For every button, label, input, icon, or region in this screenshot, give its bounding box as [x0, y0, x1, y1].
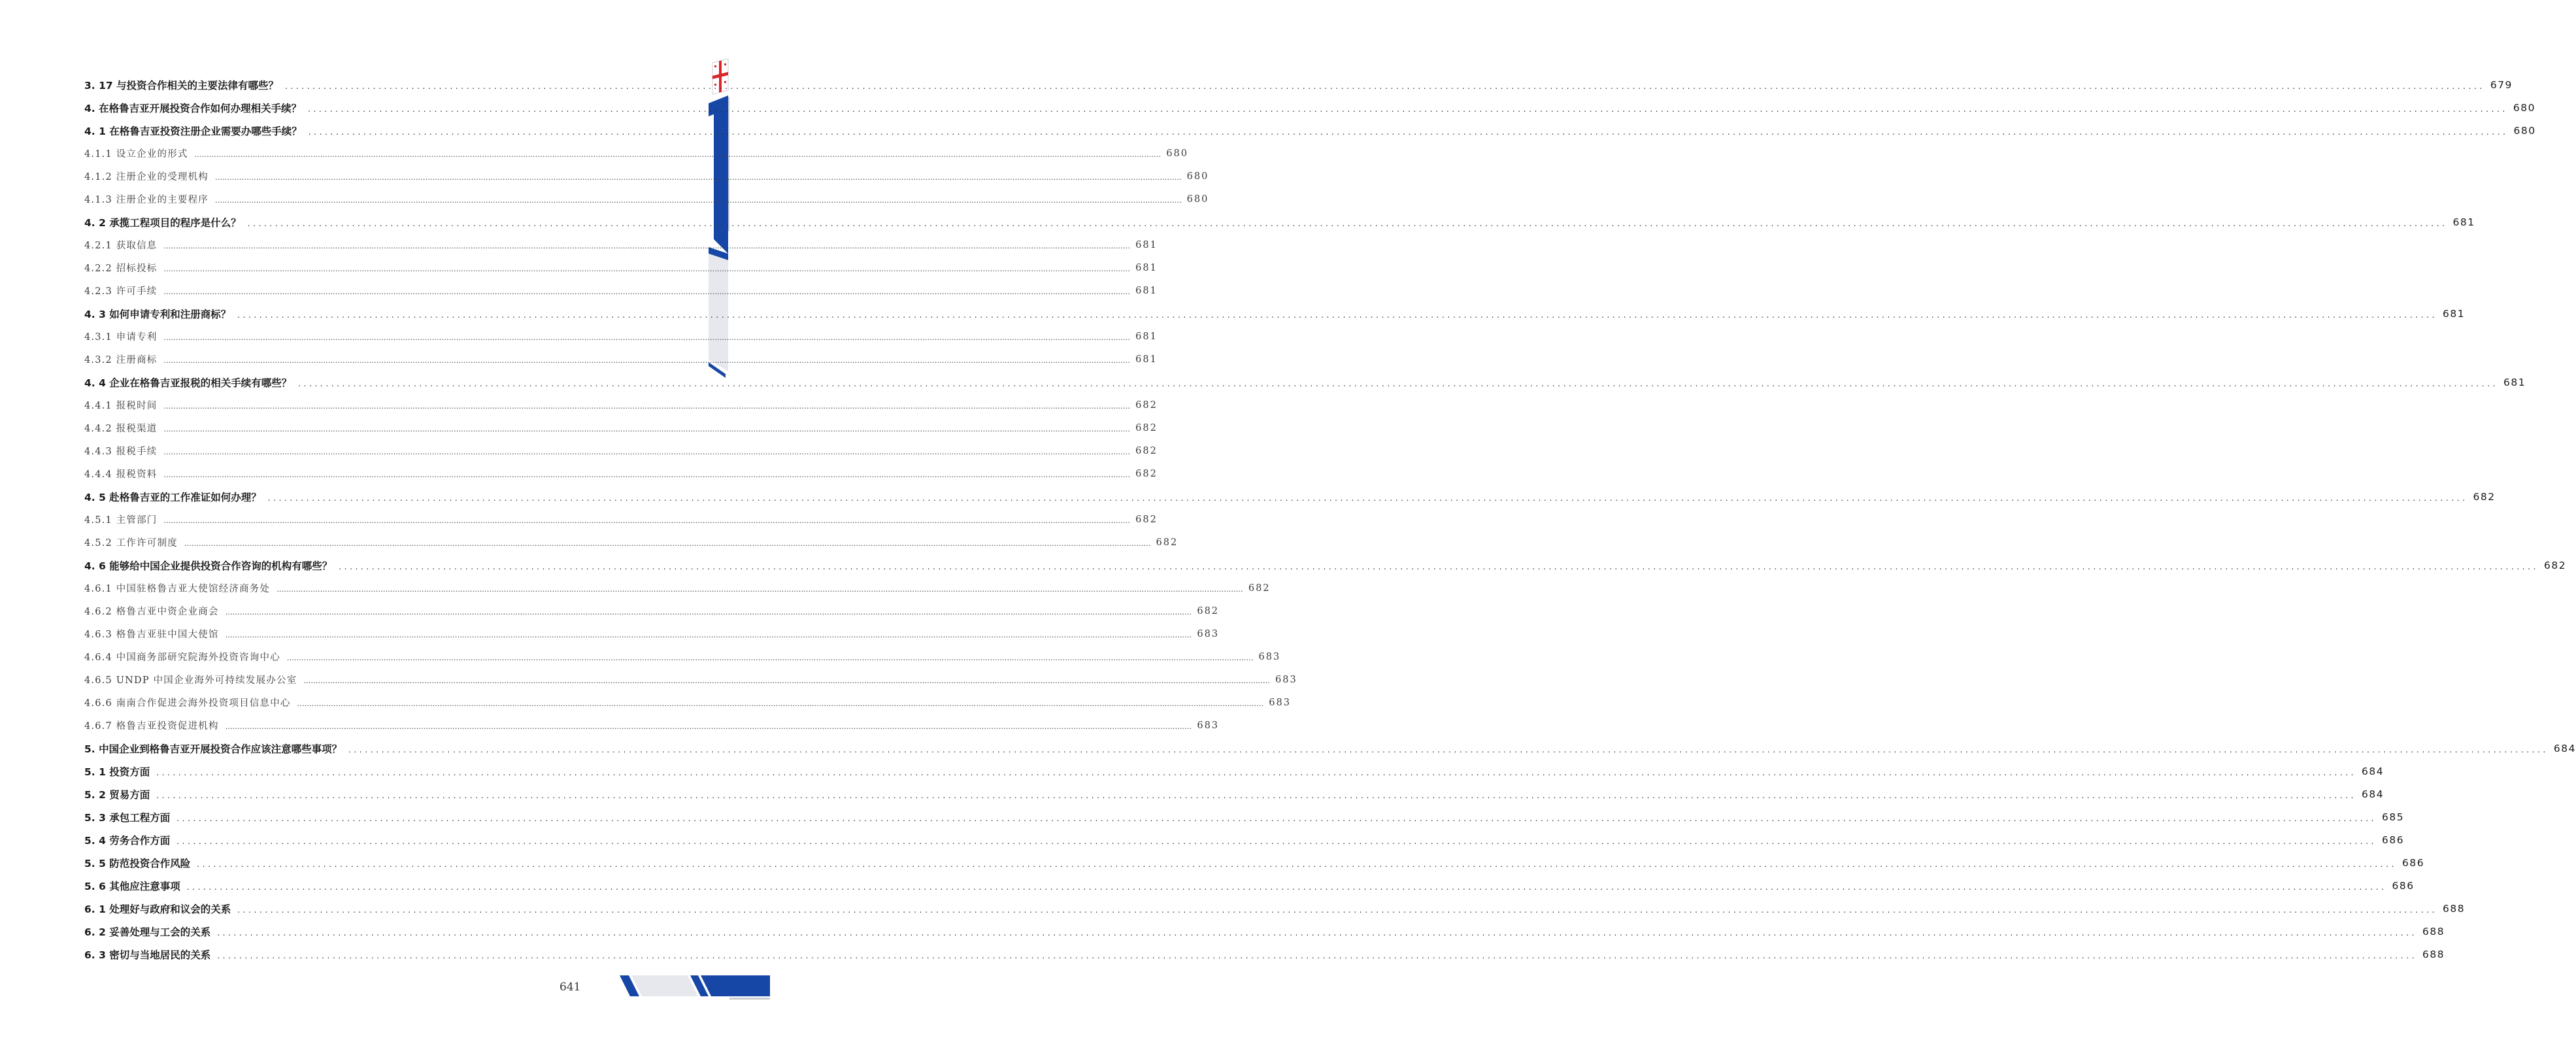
toc-subentry-row[interactable]	[84, 439, 1158, 462]
toc-heading-row[interactable]	[84, 943, 2445, 966]
toc-heading-row[interactable]	[84, 874, 2415, 897]
toc-entry-title: 4. 在格鲁吉亚开展投资合作如何办理相关手续？	[84, 102, 302, 114]
toc-heading-row[interactable]	[84, 828, 2405, 851]
toc-subentry-row[interactable]	[84, 531, 1179, 554]
toc-heading-row[interactable]	[84, 920, 2445, 943]
toc-leader-dots: ................................................................................................................................................................................................................................................................................................................................................................................................................	[156, 768, 2357, 777]
toc-leader-dots: ................................................................................................................................................................................................................................................................................................................................................................................................................	[163, 448, 1131, 456]
toc-page-number: 679	[2490, 78, 2513, 91]
toc-leader-dots: ................................................................................................................................................................................................................................................................................................................................................................................................................	[163, 288, 1131, 296]
toc-heading-row[interactable]	[84, 371, 2526, 394]
toc-leader-dots: ................................................................................................................................................................................................................................................................................................................................................................................................................	[237, 310, 2438, 320]
toc-entry-title: 4.3.1 申请专利	[84, 332, 158, 343]
toc-leader-dots: ................................................................................................................................................................................................................................................................................................................................................................................................................	[215, 173, 1182, 182]
toc-subentry-row[interactable]	[84, 394, 1158, 416]
toc-entry-title: 4.3.2 注册商标	[84, 355, 158, 365]
toc-leader-dots: ................................................................................................................................................................................................................................................................................................................................................................................................................	[225, 722, 1192, 731]
toc-entry-title: 4.1.1 设立企业的形式	[84, 149, 188, 160]
toc-entry-title: 5. 6 其他应注意事项	[84, 880, 180, 892]
toc-page-number: 683	[1197, 720, 1220, 731]
toc-subentry-row[interactable]	[84, 462, 1158, 485]
toc-leader-dots: ................................................................................................................................................................................................................................................................................................................................................................................................................	[186, 882, 2387, 892]
toc-heading-row[interactable]	[84, 554, 2567, 577]
toc-leader-dots: ................................................................................................................................................................................................................................................................................................................................................................................................................	[215, 196, 1182, 205]
toc-subentry-row[interactable]	[84, 714, 1220, 737]
toc-entry-title: 4. 3 如何申请专利和注册商标？	[84, 308, 231, 320]
toc-subentry-row[interactable]	[84, 142, 1188, 165]
toc-heading-row[interactable]	[84, 485, 2496, 508]
toc-page-number: 686	[2392, 879, 2415, 892]
toc-subentry-row[interactable]	[84, 233, 1158, 256]
toc-leader-dots: ................................................................................................................................................................................................................................................................................................................................................................................................................	[237, 905, 2438, 915]
toc-entry-title: 4.4.1 报税时间	[84, 401, 158, 411]
toc-page-number: 683	[1269, 697, 1291, 708]
toc-entry-title: 6. 2 妥善处理与工会的关系	[84, 926, 211, 938]
toc-page-number: 682	[2544, 559, 2567, 571]
toc-leader-dots: ................................................................................................................................................................................................................................................................................................................................................................................................................	[276, 585, 1243, 594]
toc-leader-dots: ................................................................................................................................................................................................................................................................................................................................................................................................................	[339, 562, 2539, 571]
toc-page-number: 680	[2513, 124, 2536, 137]
toc-entry-title: 4.2.2 招标投标	[84, 263, 158, 274]
toc-heading-row[interactable]	[84, 73, 2513, 96]
toc-page-number: 680	[1186, 194, 1209, 205]
toc-leader-dots: ................................................................................................................................................................................................................................................................................................................................................................................................................	[197, 859, 2398, 869]
toc-heading-row[interactable]	[84, 96, 2535, 119]
toc-entry-title: 4.4.2 报税渠道	[84, 424, 158, 434]
toc-page-number: 681	[1135, 354, 1158, 365]
toc-entry-title: 5. 中国企业到格鲁吉亚开展投资合作应该注意哪些事项？	[84, 743, 343, 755]
toc-entry-title: 4.6.3 格鲁吉亚驻中国大使馆	[84, 630, 219, 640]
toc-heading-row[interactable]	[84, 760, 2384, 783]
page-number: 641	[560, 981, 581, 994]
toc-leader-dots: ................................................................................................................................................................................................................................................................................................................................................................................................................	[285, 81, 2485, 91]
toc-heading-row[interactable]	[84, 851, 2425, 874]
toc-entry-title: 4.6.6 南南合作促进会海外投资项目信息中心	[84, 698, 291, 709]
toc-page-number: 685	[2382, 811, 2405, 823]
toc-heading-row[interactable]	[84, 737, 2576, 760]
toc-entry-title: 6. 3 密切与当地居民的关系	[84, 949, 211, 961]
toc-page-number: 682	[1135, 399, 1158, 411]
toc-page-number: 681	[1135, 285, 1158, 296]
toc-page-number: 682	[1248, 582, 1271, 594]
toc-heading-row[interactable]	[84, 119, 2536, 142]
toc-leader-dots: ................................................................................................................................................................................................................................................................................................................................................................................................................	[163, 356, 1131, 365]
toc-entry-title: 4. 1 在格鲁吉亚投资注册企业需要办哪些手续？	[84, 125, 302, 137]
toc-leader-dots: ................................................................................................................................................................................................................................................................................................................................................................................................................	[286, 654, 1254, 662]
toc-heading-row[interactable]	[84, 783, 2384, 805]
toc-subentry-row[interactable]	[84, 348, 1158, 371]
toc-subentry-row[interactable]	[84, 188, 1209, 211]
toc-subentry-row[interactable]	[84, 279, 1158, 302]
toc-entry-title: 4.2.3 许可手续	[84, 286, 158, 297]
toc-leader-dots: ................................................................................................................................................................................................................................................................................................................................................................................................................	[217, 951, 2418, 960]
toc-page-number: 681	[1135, 331, 1158, 342]
toc-page-number: 682	[1135, 422, 1158, 433]
toc-heading-row[interactable]	[84, 302, 2466, 325]
toc-subentry-row[interactable]	[84, 508, 1158, 531]
toc-leader-dots: ................................................................................................................................................................................................................................................................................................................................................................................................................	[225, 608, 1192, 616]
toc-entry-title: 4.6.4 中国商务部研究院海外投资咨询中心	[84, 652, 280, 663]
toc-page-number: 686	[2382, 834, 2405, 846]
toc-leader-dots: ................................................................................................................................................................................................................................................................................................................................................................................................................	[348, 745, 2549, 754]
toc-entry-title: 4.5.1 主管部门	[84, 515, 158, 526]
toc-entry-title: 5. 1 投资方面	[84, 766, 150, 778]
toc-leader-dots: ................................................................................................................................................................................................................................................................................................................................................................................................................	[163, 402, 1131, 411]
toc-leader-dots: ................................................................................................................................................................................................................................................................................................................................................................................................................	[194, 150, 1162, 159]
toc-page-number: 684	[2362, 788, 2384, 800]
toc-page-number: 681	[1135, 239, 1158, 250]
toc-leader-dots: ................................................................................................................................................................................................................................................................................................................................................................................................................	[298, 379, 2499, 388]
toc-page-number: 682	[1135, 468, 1158, 479]
toc-page-number: 688	[2443, 902, 2466, 915]
toc-entry-title: 4.1.3 注册企业的主要程序	[84, 195, 209, 205]
toc-heading-row[interactable]	[84, 211, 2475, 233]
toc-entry-title: 6. 1 处理好与政府和议会的关系	[84, 903, 231, 915]
toc-entry-title: 4.6.5 UNDP 中国企业海外可持续发展办公室	[84, 675, 297, 686]
toc-entry-title: 4.4.4 报税资料	[84, 469, 158, 480]
toc-leader-dots: ................................................................................................................................................................................................................................................................................................................................................................................................................	[267, 493, 2468, 503]
toc-entry-title: 4.6.7 格鲁吉亚投资促进机构	[84, 721, 219, 732]
toc-leader-dots: ................................................................................................................................................................................................................................................................................................................................................................................................................	[156, 790, 2357, 800]
toc-page-number: 681	[2443, 307, 2466, 320]
toc-leader-dots: ................................................................................................................................................................................................................................................................................................................................................................................................................	[184, 539, 1151, 548]
toc-page-number: 682	[2473, 490, 2496, 503]
toc-subentry-row[interactable]	[84, 645, 1281, 668]
toc-leader-dots: ................................................................................................................................................................................................................................................................................................................................................................................................................	[163, 471, 1131, 479]
toc-leader-dots: ................................................................................................................................................................................................................................................................................................................................................................................................................	[247, 218, 2448, 228]
toc-entry-title: 3. 17 与投资合作相关的主要法律有哪些？	[84, 79, 279, 92]
table-of-contents	[84, 73, 2576, 966]
toc-subentry-row[interactable]	[84, 577, 1271, 599]
toc-page-number: 683	[1258, 651, 1281, 662]
toc-leader-dots: ................................................................................................................................................................................................................................................................................................................................................................................................................	[176, 836, 2377, 846]
toc-page-number: 684	[2362, 765, 2384, 777]
toc-subentry-row[interactable]	[84, 165, 1209, 188]
toc-page-number: 681	[2503, 376, 2526, 388]
toc-leader-dots: ................................................................................................................................................................................................................................................................................................................................................................................................................	[163, 425, 1131, 433]
toc-entry-title: 4. 6 能够给中国企业提供投资合作咨询的机构有哪些？	[84, 560, 333, 572]
toc-page-number: 688	[2422, 948, 2445, 960]
toc-page-number: 682	[1156, 537, 1179, 548]
toc-leader-dots: ................................................................................................................................................................................................................................................................................................................................................................................................................	[297, 700, 1264, 708]
toc-leader-dots: ................................................................................................................................................................................................................................................................................................................................................................................................................	[163, 242, 1131, 250]
toc-page-number: 681	[1135, 262, 1158, 273]
toc-page-number: 680	[1166, 148, 1188, 159]
toc-leader-dots: ................................................................................................................................................................................................................................................................................................................................................................................................................	[176, 813, 2377, 823]
toc-subentry-row[interactable]	[84, 691, 1291, 714]
toc-leader-dots: ................................................................................................................................................................................................................................................................................................................................................................................................................	[163, 516, 1131, 525]
toc-leader-dots: ................................................................................................................................................................................................................................................................................................................................................................................................................	[217, 928, 2418, 937]
toc-entry-title: 4. 5 赴格鲁吉亚的工作准证如何办理？	[84, 491, 261, 503]
toc-entry-title: 4.6.1 中国驻格鲁吉亚大使馆经济商务处	[84, 584, 271, 594]
toc-subentry-row[interactable]	[84, 622, 1220, 645]
toc-subentry-row[interactable]	[84, 416, 1158, 439]
toc-heading-row[interactable]	[84, 805, 2405, 828]
toc-leader-dots: ................................................................................................................................................................................................................................................................................................................................................................................................................	[225, 631, 1192, 639]
toc-page-number: 688	[2422, 925, 2445, 937]
toc-page-number: 683	[1197, 628, 1220, 639]
toc-entry-title: 4.2.1 获取信息	[84, 241, 158, 251]
toc-entry-title: 4.4.3 报税手续	[84, 447, 158, 457]
toc-leader-dots: ................................................................................................................................................................................................................................................................................................................................................................................................................	[308, 127, 2509, 137]
toc-entry-title: 4.1.2 注册企业的受理机构	[84, 172, 209, 182]
toc-entry-title: 5. 3 承包工程方面	[84, 811, 171, 824]
footer-stripe-decoration	[614, 973, 770, 1005]
toc-page-number: 680	[2513, 101, 2535, 114]
toc-leader-dots: ................................................................................................................................................................................................................................................................................................................................................................................................................	[163, 265, 1131, 273]
toc-page-number: 684	[2553, 742, 2576, 754]
toc-entry-title: 4.6.2 格鲁吉亚中资企业商会	[84, 607, 219, 617]
toc-page-number: 682	[1135, 445, 1158, 456]
toc-entry-title: 5. 2 贸易方面	[84, 788, 150, 801]
toc-entry-title: 4. 4 企业在格鲁吉亚报税的相关手续有哪些？	[84, 377, 292, 389]
toc-subentry-row[interactable]	[84, 256, 1158, 279]
toc-page-number: 680	[1186, 171, 1209, 182]
toc-entry-title: 4.5.2 工作许可制度	[84, 538, 178, 548]
toc-page-number: 681	[2452, 216, 2475, 228]
toc-leader-dots: ................................................................................................................................................................................................................................................................................................................................................................................................................	[308, 104, 2508, 114]
toc-leader-dots: ................................................................................................................................................................................................................................................................................................................................................................................................................	[303, 677, 1271, 685]
toc-page-number: 683	[1275, 674, 1297, 685]
toc-page-number: 682	[1135, 514, 1158, 525]
toc-subentry-row[interactable]	[84, 325, 1158, 348]
toc-page-number: 682	[1197, 605, 1220, 616]
toc-leader-dots: ................................................................................................................................................................................................................................................................................................................................................................................................................	[163, 333, 1131, 342]
toc-entry-title: 5. 5 防范投资合作风险	[84, 857, 191, 869]
toc-heading-row[interactable]	[84, 897, 2466, 920]
toc-entry-title: 5. 4 劳务合作方面	[84, 834, 171, 847]
toc-entry-title: 4. 2 承揽工程项目的程序是什么？	[84, 216, 241, 229]
toc-page-number: 686	[2402, 856, 2425, 869]
toc-subentry-row[interactable]	[84, 599, 1220, 622]
toc-subentry-row[interactable]	[84, 668, 1297, 691]
